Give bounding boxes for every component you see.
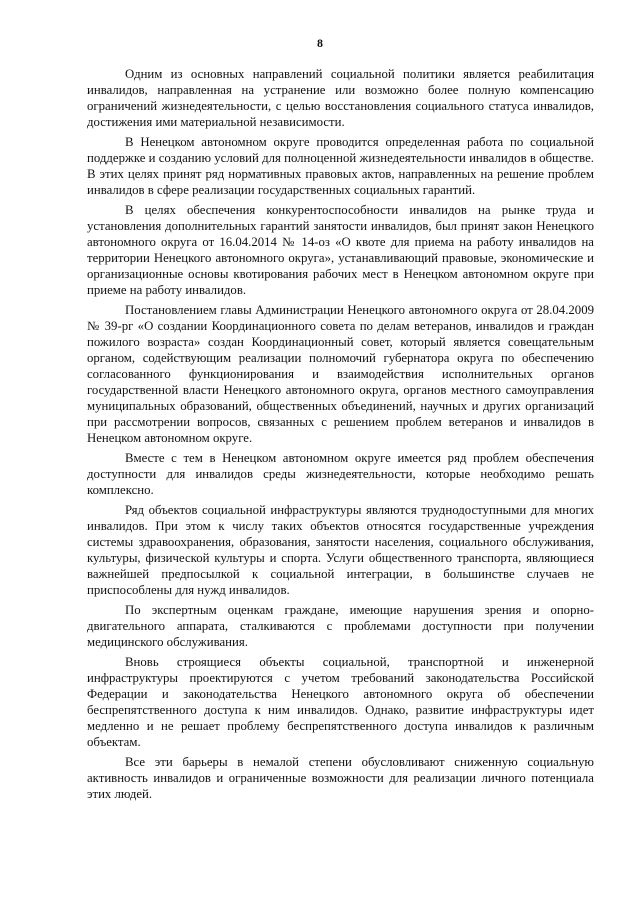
paragraph-employment-quota: В целях обеспечения конкурентоспособности инвалидов на рынке труда и установления дополнительных гарантий занятости инвалидов, был принят закон Ненецкого автономного округа от 16.04.2014 № 14-оз «О квоте для приема на работу инвалидов на территории Ненецкого автономного округа», устанавливающий правовые, экономические и организационные основы квотирования рабочих мест в Ненецком автономном округе при приеме на работу инвалидов. (87, 203, 594, 297)
paragraph-rehabilitation: Одним из основных направлений социальной политики является реабилитация инвалидов, направленная на устранение или возможно более полную компенсацию ограничений жизнедеятельности, с целью восстановления социального статуса инвалидов, достижения ими материальной независимости. (87, 67, 594, 129)
paragraph-social-support: В Ненецком автономном округе проводится определенная работа по социальной поддержке и созданию условий для полноценной жизнедеятельности инвалидов в обществе. В этих целях принят ряд нормативных правовых актов, направленных на решение проблем инвалидов в сфере реализации государственных социальных гарантий. (87, 135, 594, 197)
paragraph-accessibility-problems: Вместе с тем в Ненецком автономном округе имеется ряд проблем обеспечения доступности для инвалидов среды жизнедеятельности, которые необходимо решать комплексно. (87, 451, 594, 497)
document-body (87, 66, 594, 806)
paragraph-expert-assessment: По экспертным оценкам граждане, имеющие нарушения зрения и опорно-двигательного аппарата, сталкиваются с проблемами доступности при получении медицинского обслуживания. (87, 603, 594, 649)
paragraph-barriers-conclusion: Все эти барьеры в немалой степени обусловливают сниженную социальную активность инвалидов и ограниченные возможности для реализации личного потенциала этих людей. (87, 755, 594, 801)
paragraph-new-construction: Вновь строящиеся объекты социальной, транспортной и инженерной инфраструктуры проектируются с учетом требований законодательства Российской Федерации и законодательства Ненецкого автономного округа об обеспечении беспрепятственного доступа к ним инвалидов. Однако, развитие инфраструктуры идет медленно и не решает проблему беспрепятственного доступа инвалидов к различным объектам. (87, 655, 594, 749)
page-number: 8 (317, 36, 323, 50)
paragraph-infrastructure-objects: Ряд объектов социальной инфраструктуры являются труднодоступными для многих инвалидов. При этом к числу таких объектов относятся государственные учреждения системы здравоохранения, образования, занятости населения, социального обслуживания, культуры, физической культуры и спорта. Услуги общественного транспорта, являющиеся важнейшей предпосылкой к социальной интеграции, в большинстве случаев не приспособлены для нужд инвалидов. (87, 503, 594, 597)
paragraph-coordination-council: Постановлением главы Администрации Ненецкого автономного округа от 28.04.2009 № 39-рг «О создании Координационного совета по делам ветеранов, инвалидов и граждан пожилого возраста» создан Координационный совет, который является совещательным органом, содействующим реализации полномочий губернатора округа по обеспечению согласованного функционирования и взаимодействия исполнительных органов государственной власти Ненецкого автономного округа, органов местного самоуправления муниципальных образований, общественных объединений, научных и других организаций при рассмотрении вопросов, связанных с решением проблем ветеранов и инвалидов в Ненецком автономном округе. (87, 303, 594, 445)
